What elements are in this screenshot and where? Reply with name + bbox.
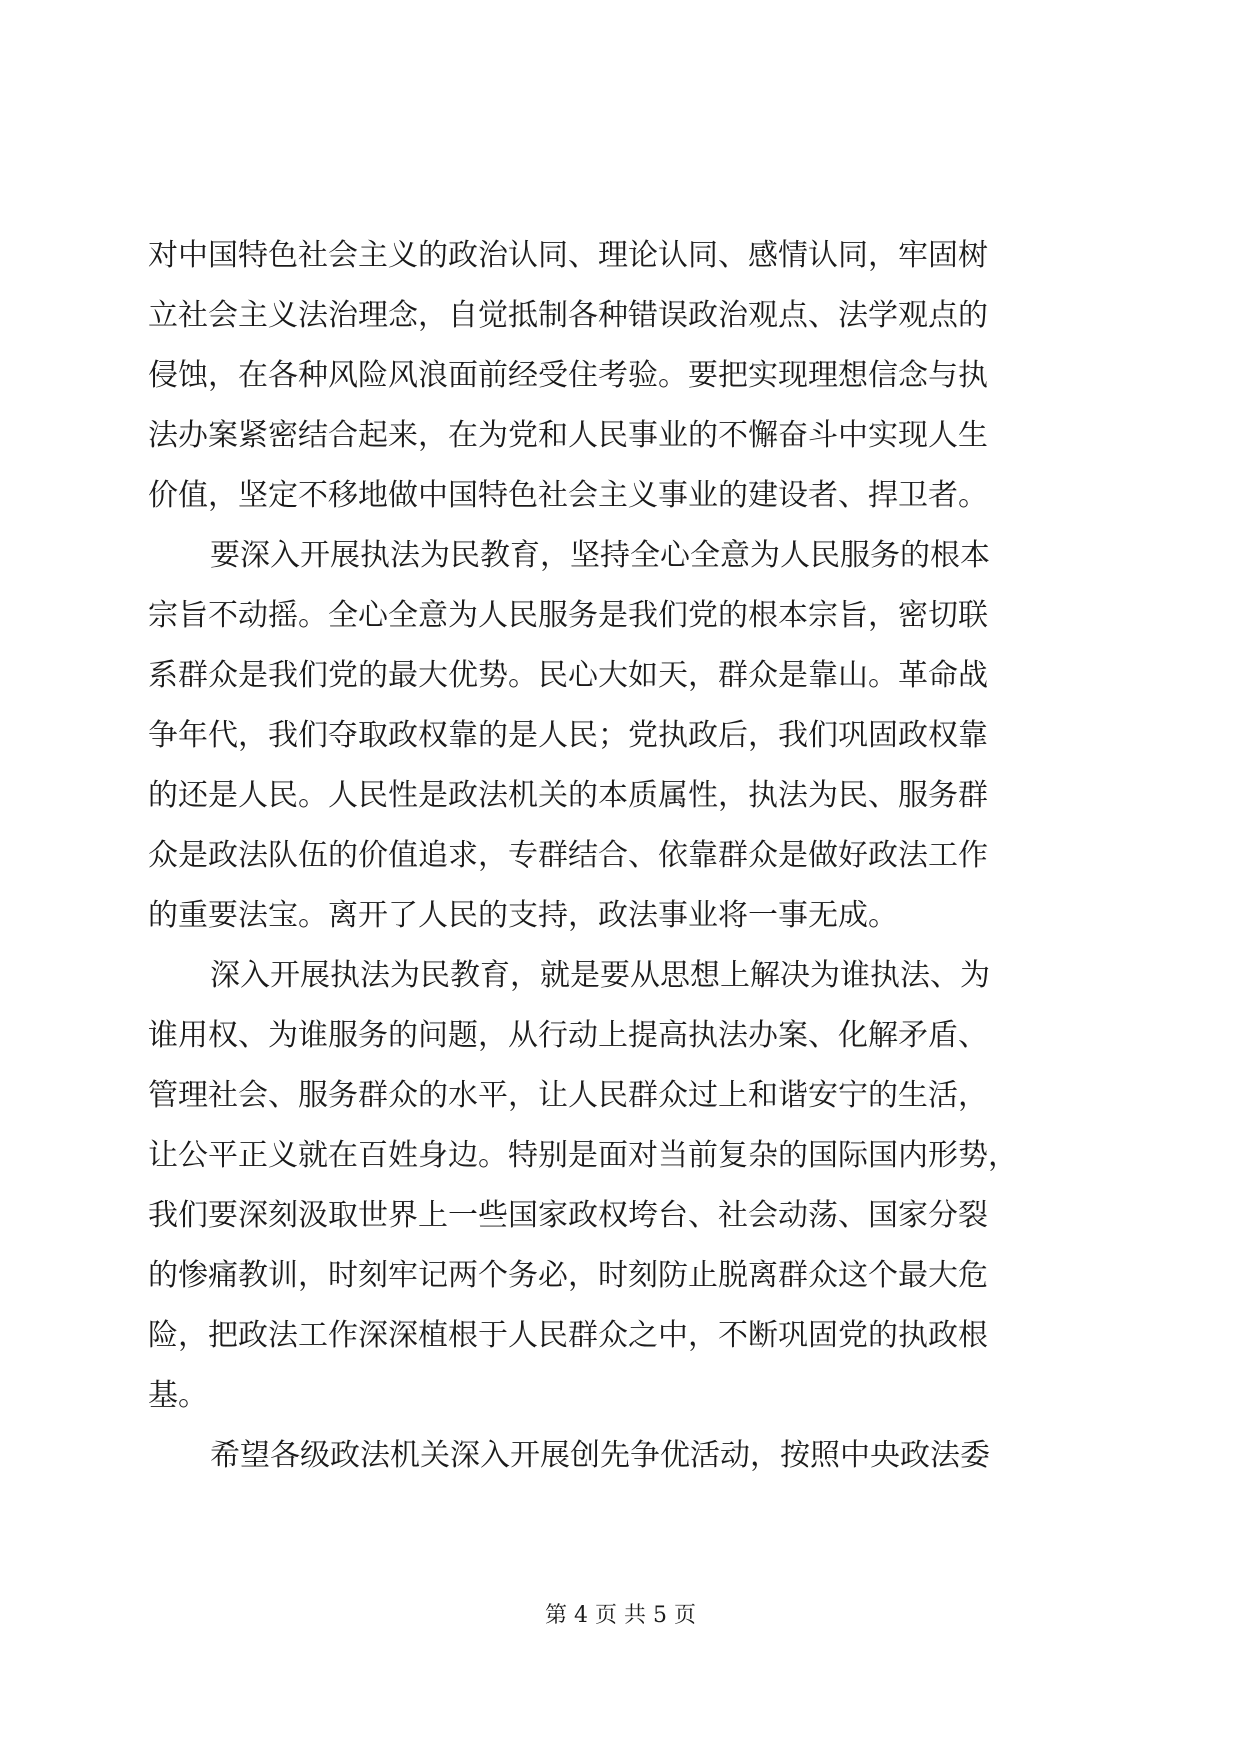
- text-line: 深入开展执法为民教育，就是要从思想上解决为谁执法、为: [210, 958, 990, 993]
- page-number-footer: 第 4 页 共 5 页: [545, 1603, 696, 1628]
- text-line: 基。: [148, 1378, 208, 1413]
- text-line: 的重要法宝。离开了人民的支持，政法事业将一事无成。: [148, 898, 898, 933]
- text-line: 险，把政法工作深深植根于人民群众之中，不断巩固党的执政根: [148, 1318, 988, 1353]
- text-line: 对中国特色社会主义的政治认同、理论认同、感情认同，牢固树: [148, 238, 988, 273]
- text-line: 的还是人民。人民性是政法机关的本质属性，执法为民、服务群: [148, 778, 988, 813]
- text-line: 让公平正义就在百姓身边。特别是面对当前复杂的国际国内形势，: [148, 1138, 1018, 1173]
- text-line: 的惨痛教训，时刻牢记两个务必，时刻防止脱离群众这个最大危: [148, 1258, 988, 1293]
- text-line: 价值，坚定不移地做中国特色社会主义事业的建设者、捍卫者。: [148, 478, 988, 513]
- text-line: 法办案紧密结合起来，在为党和人民事业的不懈奋斗中实现人生: [148, 418, 988, 453]
- text-line: 管理社会、服务群众的水平，让人民群众过上和谐安宁的生活，: [148, 1078, 988, 1113]
- text-line: 我们要深刻汲取世界上一些国家政权垮台、社会动荡、国家分裂: [148, 1198, 988, 1233]
- text-line: 众是政法队伍的价值追求，专群结合、依靠群众是做好政法工作: [148, 838, 988, 873]
- text-line: 系群众是我们党的最大优势。民心大如天，群众是靠山。革命战: [148, 658, 988, 693]
- text-line: 立社会主义法治理念，自觉抵制各种错误政治观点、法学观点的: [148, 298, 988, 333]
- text-line: 宗旨不动摇。全心全意为人民服务是我们党的根本宗旨，密切联: [148, 598, 988, 633]
- text-line: 希望各级政法机关深入开展创先争优活动，按照中央政法委: [210, 1438, 990, 1473]
- text-line: 争年代，我们夺取政权靠的是人民；党执政后，我们巩固政权靠: [148, 718, 988, 753]
- text-line: 侵蚀，在各种风险风浪面前经受住考验。要把实现理想信念与执: [148, 358, 988, 393]
- text-line: 谁用权、为谁服务的问题，从行动上提高执法办案、化解矛盾、: [148, 1018, 988, 1053]
- text-line: 要深入开展执法为民教育，坚持全心全意为人民服务的根本: [210, 538, 990, 573]
